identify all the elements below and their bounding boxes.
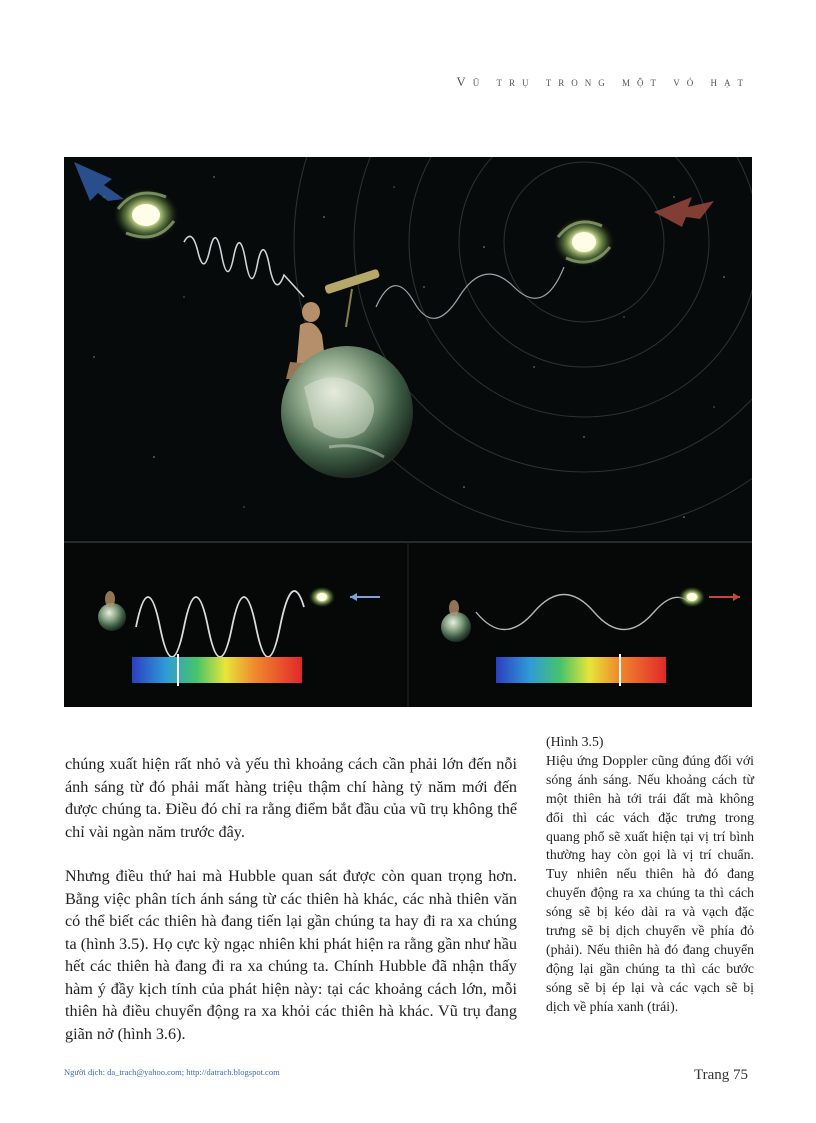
running-title: Vũ trụ trong một vỏ hạt	[456, 74, 750, 89]
caption-label: (Hình 3.5)	[546, 734, 604, 749]
page-number: Trang 75	[693, 1067, 748, 1083]
doppler-effect-illustration	[64, 157, 752, 707]
translator-credit: Người dịch: da_trach@yahoo.com; http://datrach.blogspot.com	[64, 1067, 280, 1077]
upper-panel	[64, 157, 752, 540]
body-text	[65, 753, 517, 1067]
redshift-panel	[441, 586, 740, 686]
paragraph: Nhưng điều thứ hai mà Hubble quan sát được còn quan trọng hơn. Bằng việc phân tích ánh sáng từ các thiên hà khác, các nhà thiên văn có thể biết các thiên hà đang tiến lại gần chúng ta hay đi ra xa chúng ta (hình 3.5). Họ cực kỳ ngạc nhiên khi phát hiện ra rằng gần như hầu hết các thiên hà đang đi ra xa chúng ta. Chính Hubble đã nhận thấy hàm ý đầy kịch tính của phát hiện này: tại các khoảng cách lớn, mỗi thiên hà điều chuyển động ra xa khỏi các thiên hà khác. Vũ trụ đang giãn nở (hình 3.6).	[65, 867, 517, 1043]
paragraph: chúng xuất hiện rất nhỏ và yếu thì khoảng cách cần phải lớn đến nỗi ánh sáng từ đó phải mất hàng triệu thậm chí hàng tỷ năm mới đến được chúng ta. Điều đó chỉ ra rằng điểm bắt đầu của vũ trụ không thể chỉ vài ngàn năm trước đây.	[65, 755, 517, 841]
caption-text: Hiệu ứng Doppler cũng đúng đối với sóng ánh sáng. Nếu khoảng cách từ một thiên hà tới trái đất mà không đổi thì các vách đặc trưng trong quang phổ sẽ xuất hiện tại vị trí bình thường hay còn gọi là vị trí chuẩn. Tuy nhiên nếu thiên hà đó đang chuyển động ra xa chúng ta thì cách sóng sẽ bị kéo dài ra và vạch đặc trưng sẽ bị dịch chuyển về phía đỏ (phải). Nếu thiên hà đó đang chuyển động lại gần chúng ta thì các bước sóng sẽ bị ép lại và các vạch sẽ bị dịch về phía xanh (trái).	[546, 752, 754, 1014]
blueshift-panel	[98, 586, 380, 686]
figure-caption	[546, 733, 754, 1017]
